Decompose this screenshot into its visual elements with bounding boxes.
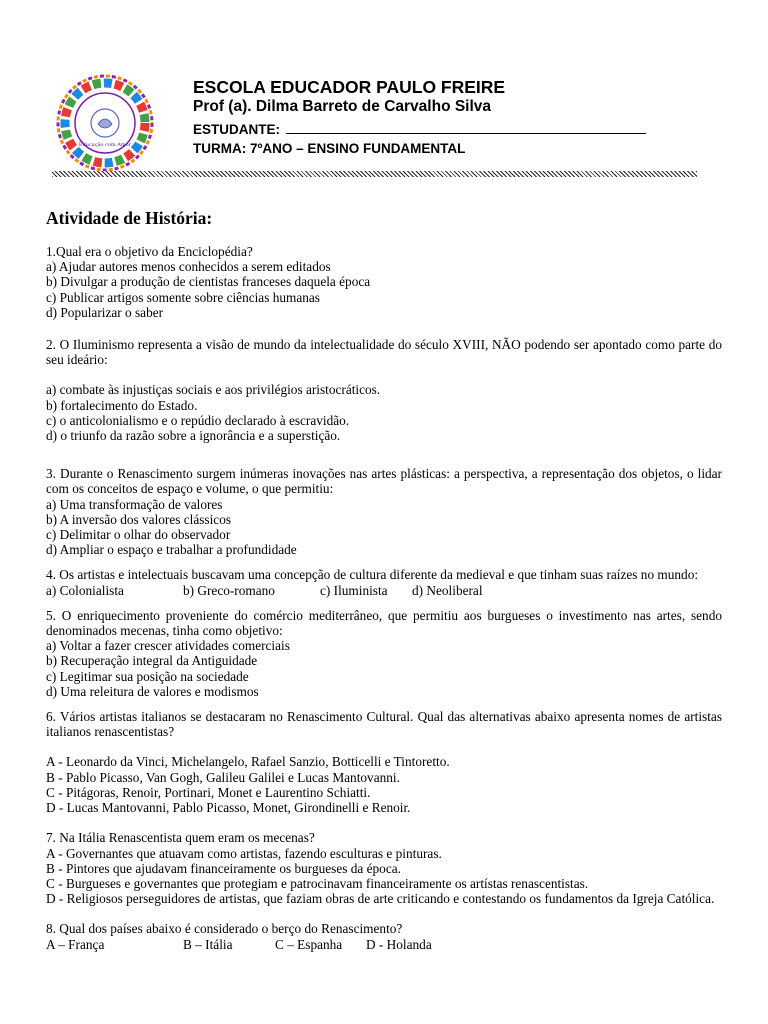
option: b) fortalecimento do Estado. xyxy=(46,397,198,413)
questions-body xyxy=(46,244,722,952)
question-text: 7. Na Itália Renascentista quem eram os mecenas? xyxy=(46,830,315,846)
teacher-name: Prof (a). Dilma Barreto de Carvalho Silva xyxy=(193,98,492,115)
option: b) Divulgar a produção de cientistas franceses daquela época xyxy=(46,274,371,290)
option: d) Uma releitura de valores e modismos xyxy=(46,683,259,699)
student-field xyxy=(193,121,646,137)
school-logo xyxy=(50,74,160,172)
option: c) o anticolonialismo e o repúdio declarado à escravidão. xyxy=(46,412,350,428)
school-name: ESCOLA EDUCADOR PAULO FREIRE xyxy=(193,77,506,97)
question-4 xyxy=(46,567,722,597)
question-text: 3. Durante o Renascimento surgem inúmeras inovações nas artes plásticas: a perspectiva, a representação dos objetos, o lidar com os conceitos de espaço e volume, o que permitiu: xyxy=(46,466,722,497)
question-7 xyxy=(46,830,722,906)
option: A – França xyxy=(46,936,105,952)
option: D - Lucas Mantovanni, Pablo Picasso, Monet, Girondinelli e Renoir. xyxy=(46,800,411,816)
question-text: 4. Os artistas e intelectuais buscavam uma concepção de cultura diferente da medieval e que tinham suas raízes no mundo: xyxy=(46,567,699,583)
option: C – Espanha xyxy=(275,936,343,952)
student-name-line[interactable] xyxy=(286,121,646,134)
question-text: 6. Vários artistas italianos se destacaram no Renascimento Cultural. Qual das alternativas abaixo apresenta nomes de artistas italianos renascentistas? xyxy=(46,709,722,740)
question-text: 2. O Iluminismo representa a visão de mundo da intelectualidade do século XVIII, NÃO podendo ser apontado como parte do seu ideário: xyxy=(46,337,722,368)
option: A - Leonardo da Vinci, Michelangelo, Rafael Sanzio, Botticelli e Tintoretto. xyxy=(46,754,450,770)
option: d) Popularizar o saber xyxy=(46,304,164,320)
option: B – Itália xyxy=(183,936,233,952)
option: d) Neoliberal xyxy=(412,582,483,598)
option: c) Iluminista xyxy=(320,582,388,598)
option: D - Holanda xyxy=(366,936,432,952)
option: A - Governantes que atuavam como artistas, fazendo esculturas e pinturas. xyxy=(46,845,442,861)
question-text: 8. Qual dos países abaixo é considerado o berço do Renascimento? xyxy=(46,921,403,937)
student-label: ESTUDANTE: xyxy=(193,122,280,137)
option: a) Ajudar autores menos conhecidos a serem editados xyxy=(46,259,331,275)
activity-title: Atividade de História: xyxy=(46,208,213,228)
option: B - Pablo Picasso, Van Gogh, Galileu Galilei e Lucas Mantovanni. xyxy=(46,769,400,785)
option: B - Pintores que ajudavam financeiramente os burgueses da época. xyxy=(46,860,401,876)
option: c) Delimitar o olhar do observador xyxy=(46,527,231,543)
option: b) Greco-romano xyxy=(183,582,275,598)
class-info: TURMA: 7ºANO – ENSINO FUNDAMENTAL xyxy=(193,141,466,156)
option: C - Burgueses e governantes que protegiam e patrocinavam financeiramente os artístas renascentistas. xyxy=(46,875,589,891)
options-row xyxy=(46,583,722,598)
option: D - Religiosos perseguidores de artistas, que faziam obras de arte criticando e contestando os fundamentos da Igreja Católica. xyxy=(46,891,715,907)
question-6 xyxy=(46,709,722,815)
question-5 xyxy=(46,608,722,699)
header-divider xyxy=(52,171,697,177)
logo-motto: Educação com Amor xyxy=(78,142,132,148)
option: d) Ampliar o espaço e trabalhar a profundidade xyxy=(46,542,297,558)
question-3 xyxy=(46,466,722,557)
option: a) Voltar a fazer crescer atividades comerciais xyxy=(46,638,290,654)
option: c) Legitimar sua posição na sociedade xyxy=(46,668,249,684)
option: a) combate às injustiças sociais e aos privilégios aristocráticos. xyxy=(46,382,381,398)
option: a) Colonialista xyxy=(46,582,124,598)
option: b) Recuperação integral da Antiguidade xyxy=(46,653,258,669)
question-text: 1.Qual era o objetivo da Enciclopédia? xyxy=(46,244,253,259)
question-text: 5. O enriquecimento proveniente do comércio mediterrâneo, que permitiu aos burgueses o investimento nas artes, sendo denominados mecenas, tinha como objetivo: xyxy=(46,607,722,639)
question-2 xyxy=(46,337,722,443)
option: d) o triunfo da razão sobre a ignorância e a superstição. xyxy=(46,428,341,444)
option: b) A inversão dos valores clássicos xyxy=(46,511,232,527)
question-8 xyxy=(46,921,722,951)
option: a) Uma transformação de valores xyxy=(46,496,223,512)
question-1 xyxy=(46,244,722,320)
option: C - Pitágoras, Renoir, Portinari, Monet e Laurentino Schiatti. xyxy=(46,784,371,800)
option: c) Publicar artigos somente sobre ciências humanas xyxy=(46,289,320,305)
options-row xyxy=(46,937,722,952)
